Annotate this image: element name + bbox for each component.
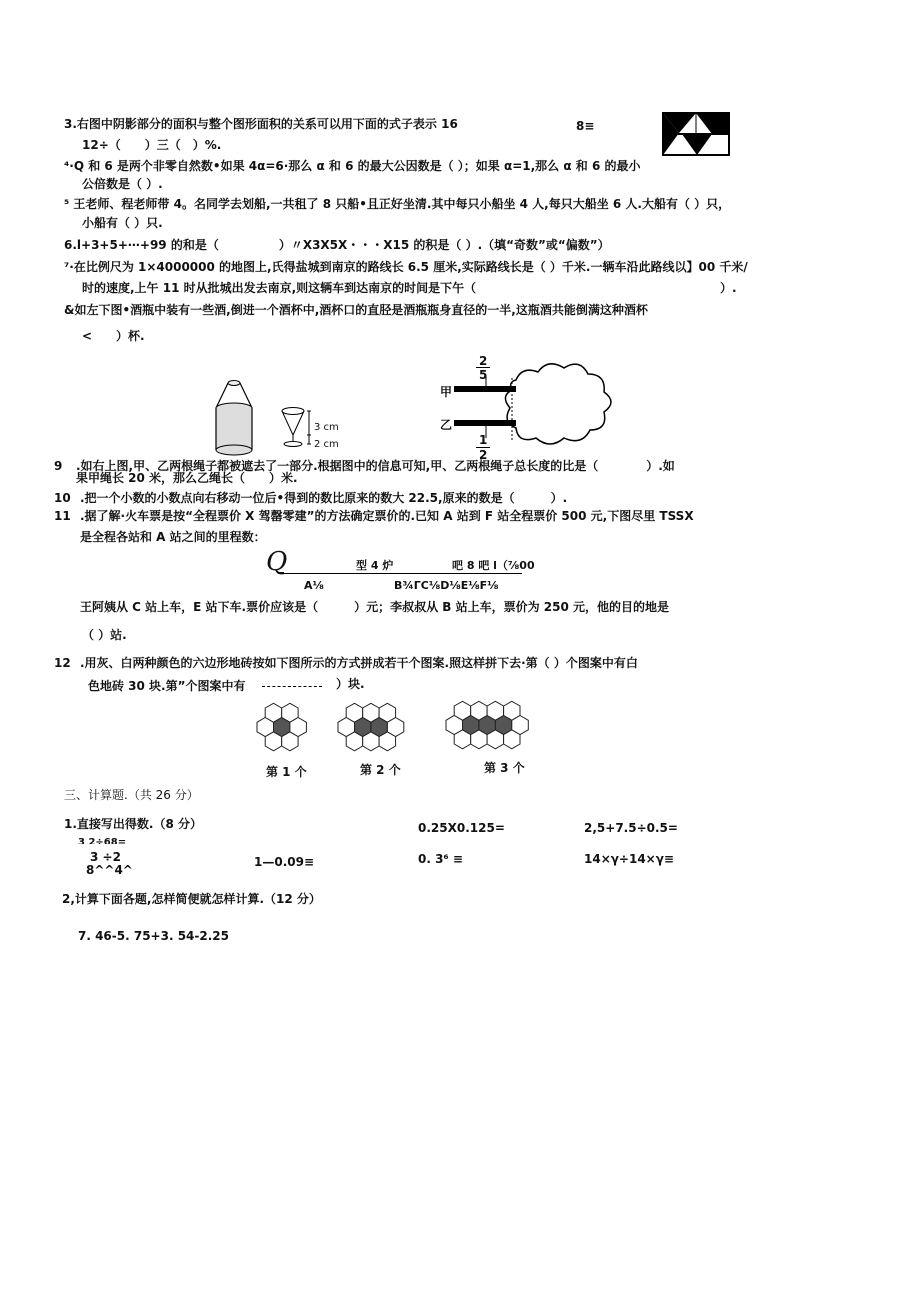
q12-blank-line	[262, 686, 322, 687]
q11-diagram-stations: B¾ΓC⅛D⅛E⅛F⅛	[394, 579, 499, 592]
q3-line1: 3.右图中阴影部分的面积与整个图形面积的关系可以用下面的式子表示 16	[64, 117, 458, 131]
rope-top-num: 2	[479, 354, 488, 368]
gray-hex-tile	[463, 716, 479, 735]
q9-line1: .如右上图,甲、乙两根绳子都被遮去了一部分.根据图中的信息可知,甲、乙两根绳子总长度的比是（ ）.如	[76, 459, 675, 473]
q11-line3: 王阿姨从 C 站上车，E 站下车.票价应该是（ ）元；李叔叔从 B 站上车，票价为 250 元，他的目的地是	[80, 600, 670, 614]
section3-title: 三、计算题.（共 26 分）	[64, 788, 199, 802]
calc-c6: 14×γ÷14×γ≡	[584, 852, 674, 866]
calc-c2: 2,5+7.5÷0.5=	[584, 821, 678, 835]
hex-pattern-2	[336, 698, 428, 756]
caption-pattern-3: 第 3 个	[484, 761, 525, 775]
q12-line1: .用灰、白两种颜色的六边形地砖按如下图所示的方式拼成若干个图案.照这样拼下去·第（ ）个图案中有白	[80, 656, 638, 670]
q6-line1: 6.l+3+5+⋯+99 的和是（ ）〃X3X5X・・・X15 的积是（ ）.（填“奇数”或“偏数”）	[64, 238, 610, 252]
gray-hex-tile	[355, 718, 371, 737]
q11-diagram-a: A⅛	[304, 579, 324, 592]
glass-dim-3cm: 3 cm	[314, 422, 339, 433]
white-hex-tile	[257, 718, 274, 737]
rope-bottom-den: 2	[479, 448, 488, 462]
q4-line1: ⁴·Q 和 6 是两个非零自然数•如果 4α=6·那么 α 和 6 的最大公因数是（ ）；如果 α=1,那么 α 和 6 的最小	[64, 159, 641, 173]
shaded-rectangle-figure	[662, 112, 730, 156]
section3-sub2: 2,计算下面各题,怎样简便就怎样计算.（12 分）	[62, 892, 321, 906]
calc-c1: 0.25X0.125=	[418, 821, 505, 835]
q9-line2: 果甲绳长 20 米，那么乙绳长（ ）米.	[76, 471, 298, 485]
q4-line2: 公倍数是（ ）.	[82, 177, 163, 191]
q11-line2: 是全程各站和 A 站之间的里程数：	[80, 530, 266, 544]
q7-line1: ⁷·在比例尺为 1×4000000 的地图上,氏得盐城到南京的路线长 6.5 厘米,实际路线长是（ ）千米.一辆车沿此路线以】00 千米/	[64, 260, 748, 274]
q11-diagram-q: Q	[266, 547, 288, 577]
calc-c4: 1—0.09≡	[254, 855, 315, 869]
q12-line2-end: ）块.	[336, 677, 365, 691]
section3-sub1: 1.直接写出得数.（8 分）	[64, 817, 202, 831]
q5-line2: 小船有（ ）只.	[82, 216, 163, 230]
hex-pattern-1	[255, 698, 327, 756]
calc-c3-b: 8^^4^	[86, 863, 133, 877]
white-hex-tile	[446, 716, 463, 735]
rope-top-den: 5	[479, 368, 488, 382]
calc-c3-top: 3 2÷68=	[78, 838, 127, 844]
glass-dim-2cm: 2 cm	[314, 439, 339, 450]
q11-number: 11	[54, 509, 71, 523]
rope-label-jia: 甲	[440, 385, 453, 399]
q3-equals: 8≡	[576, 119, 595, 133]
q7-line2: 时的速度,上午 11 时从批城出发去南京,则这辆车到达南京的时间是下午（	[82, 281, 477, 295]
white-hex-tile	[512, 716, 529, 735]
calc-c3-a: 3 ÷2	[90, 850, 121, 864]
white-hex-tile	[338, 718, 355, 737]
q5-line1: ⁵ 王老师、程老师带 4。名同学去划船,一共租了 8 只船•且正好坐清.其中每只小船坐 4 人,每只大船坐 6 人.大船有（ ）只，	[64, 197, 731, 211]
gray-hex-tile	[495, 716, 511, 735]
q10-number: 10	[54, 491, 71, 505]
q11-diagram-right: 吧 8 吧 l（⅞00	[452, 559, 535, 572]
q8-line2: < ）杯.	[82, 329, 145, 343]
q3-line2: 12÷（ ）三（ ）%.	[82, 138, 222, 152]
q10-line1: .把一个小数的小数点向右移动一位后•得到的数比原来的数大 22.5,原来的数是（ ）.	[80, 491, 568, 505]
rope-label-yi: 乙	[440, 418, 453, 432]
q11-line1: .据了解·火车票是按“全程票价 X 驾罄零建”的方法确定票价的.已知 A 站到 F 站全程票价 500 元,下图尽里 TSSX	[80, 509, 694, 523]
white-hex-tile	[387, 718, 403, 737]
caption-pattern-2: 第 2 个	[360, 763, 401, 777]
gray-hex-tile	[479, 716, 496, 735]
q8-line1: &如左下图•酒瓶中装有一些酒,倒进一个酒杯中,酒杯口的直胫是酒瓶瓶身直径的一半,这瓶酒共能倒满这种酒杯	[64, 303, 648, 317]
calc-p7: 7. 46-5. 75+3. 54-2.25	[78, 929, 229, 943]
q11-line4: （ ）站.	[82, 628, 127, 642]
q7-line2-end: ）.	[720, 281, 737, 295]
q11-diagram-mid: 型 4 炉	[356, 559, 394, 572]
rope-bottom-num: 1	[479, 433, 488, 447]
q12-number: 12	[54, 656, 71, 670]
caption-pattern-1: 第 1 个	[266, 765, 307, 779]
q12-line2: 色地砖 30 块.第”个图案中有	[88, 679, 246, 693]
gray-hex-tile	[371, 718, 388, 737]
q9-number: 9	[54, 459, 63, 473]
hex-pattern-3	[444, 696, 560, 754]
gray-hex-tile	[274, 718, 290, 737]
rope-cloud-figure	[430, 350, 620, 460]
calc-c5: 0. 3⁶ ≡	[418, 852, 463, 866]
white-hex-tile	[290, 718, 307, 737]
